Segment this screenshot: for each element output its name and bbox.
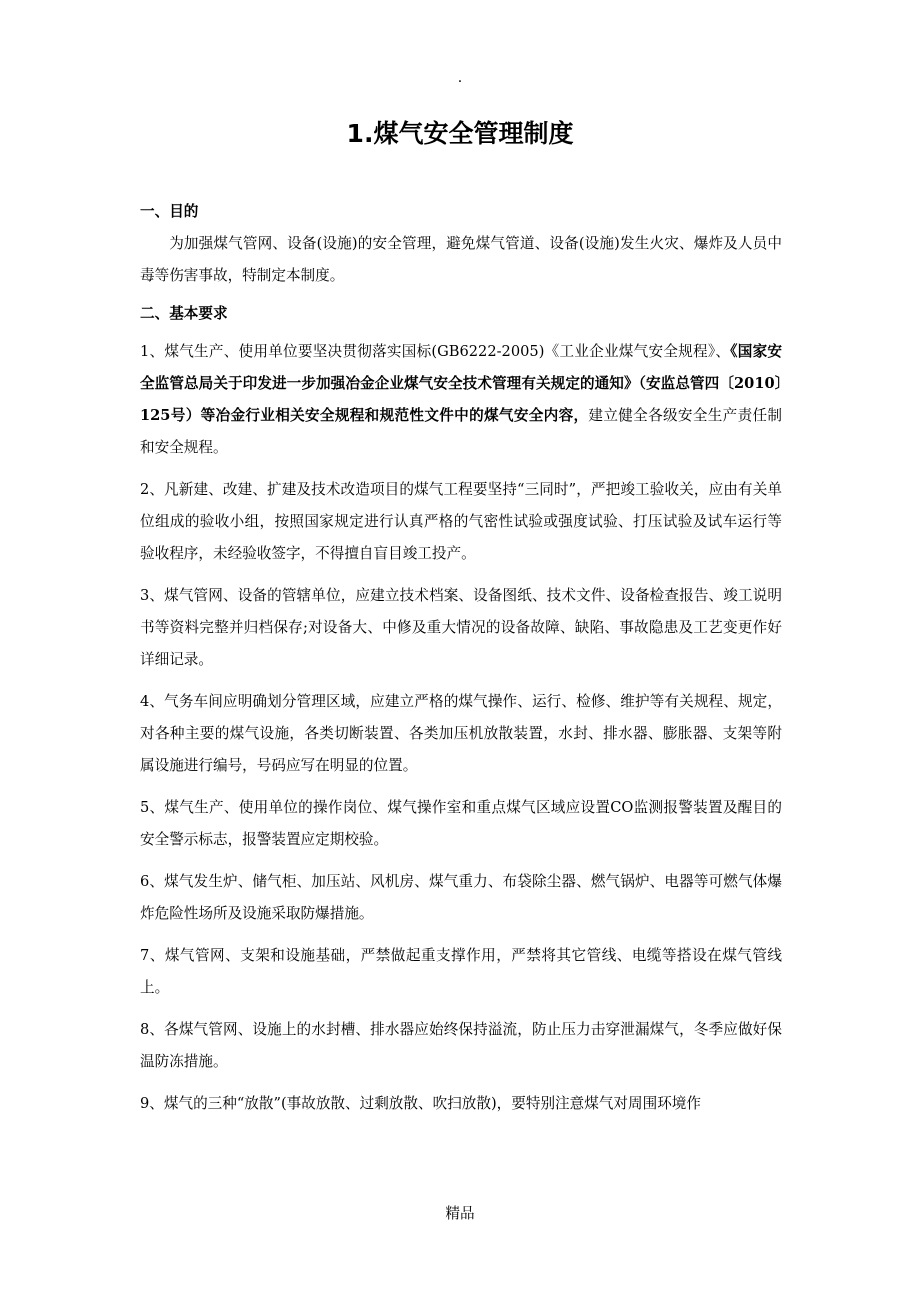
page-title: 1.煤气安全管理制度 (346, 119, 574, 148)
requirement-item-1 (140, 336, 782, 464)
requirement-item-6: 6、煤气发生炉、储气柜、加压站、风机房、煤气重力、布袋除尘器、燃气锅炉、电器等可燃气体爆炸危险性场所及设施采取防爆措施。 (140, 873, 782, 922)
section-heading-requirements: 二、基本要求 (140, 305, 228, 322)
requirement-item-7: 7、煤气管网、支架和设施基础，严禁做起重支撑作用，严禁将其它管线、电缆等搭设在煤气管线上。 (140, 947, 782, 996)
requirement-item-5: 5、煤气生产、使用单位的操作岗位、煤气操作室和重点煤气区域应设置CO监测报警装置及醒目的安全警示标志，报警装置应定期校验。 (140, 799, 782, 848)
page-footer: 精品 (445, 1205, 475, 1222)
requirement-item-2: 2、凡新建、改建、扩建及技术改造项目的煤气工程要坚持“三同时”，严把竣工验收关，应由有关单位组成的验收小组，按照国家规定进行认真严格的气密性试验或强度试验、打压试验及试车运行等验收程序，未经验收签字，不得擅自盲目竣工投产。 (140, 481, 782, 562)
requirement-item-9: 9、煤气的三种“放散”(事故放散、过剩放散、吹扫放散)，要特别注意煤气对周围环境作 (140, 1095, 701, 1112)
document-body (140, 196, 782, 1130)
top-dot-mark: . (457, 70, 463, 86)
requirement-item-1-prefix: 1、煤气生产、使用单位要坚决贯彻落实国标(GB6222-2005)《工业企业煤气安全规程》、 (140, 343, 731, 360)
requirement-item-4: 4、气务车间应明确划分管理区域，应建立严格的煤气操作、运行、检修、维护等有关规程、规定，对各种主要的煤气设施，各类切断装置、各类加压机放散装置，水封、排水器、膨胀器、支架等附属设施进行编号，号码应写在明显的位置。 (140, 693, 782, 774)
requirement-item-1-suffix: 建立健全各级安全生产责任制和安全规程。 (140, 407, 782, 456)
requirement-item-8: 8、各煤气管网、设施上的水封槽、排水器应始终保持溢流，防止压力击穿泄漏煤气，冬季应做好保温防冻措施。 (140, 1021, 782, 1070)
purpose-paragraph: 为加强煤气管网、设备(设施)的安全管理，避免煤气管道、设备(设施)发生火灾、爆炸及人员中毒等伤害事故，特制定本制度。 (140, 235, 782, 284)
section-heading-purpose: 一、目的 (140, 203, 199, 220)
requirement-item-1-bold: 《国家安全监管总局关于印发进一步加强冶金企业煤气安全技术管理有关规定的通知》（安监总管四〔2010〕125号）等冶金行业相关安全规程和规范性文件中的煤气安全内容， (140, 343, 783, 424)
requirement-item-3: 3、煤气管网、设备的管辖单位，应建立技术档案、设备图纸、技术文件、设备检查报告、竣工说明书等资料完整并归档保存;对设备大、中修及重大情况的设备故障、缺陷、事故隐患及工艺变更作好详细记录。 (140, 587, 782, 668)
